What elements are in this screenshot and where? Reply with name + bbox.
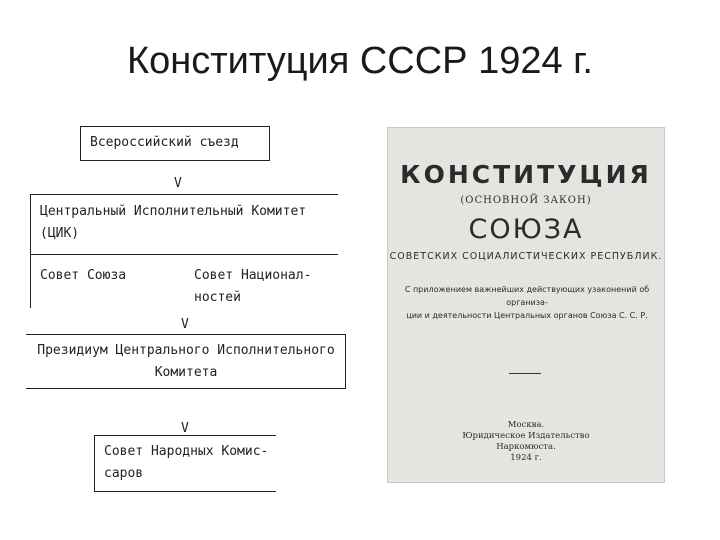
arrow-down-3: V <box>181 421 189 436</box>
cover-appendix-line2: ции и деятельности Центральных органов Союза С. С. Р. <box>406 311 648 320</box>
soviet-nationalities-line1: Совет Национал- <box>194 268 312 283</box>
cover-appendix-line1: С приложением важнейших действующих узаконений об организа- <box>404 285 650 307</box>
slide-title: Конституция СССР 1924 г. <box>127 40 593 82</box>
soviet-nationalities-label <box>194 265 334 309</box>
congress-label: Всероссийский съезд <box>90 135 239 150</box>
tsik-divider-line <box>30 254 338 255</box>
soviet-union-label: Совет Союза <box>40 268 127 283</box>
tsik-left-line <box>30 194 31 254</box>
tsik-label <box>40 201 335 245</box>
cover-imprint <box>388 420 664 464</box>
cover-subtitle: (ОСНОВНОЙ ЗАКОН) <box>460 195 592 206</box>
soviets-left-line <box>30 254 31 308</box>
cover-city: Москва. <box>507 420 545 430</box>
presidium-label <box>26 340 346 384</box>
constitution-cover-image <box>387 127 665 483</box>
presidium-line2: Комитета <box>154 365 218 380</box>
tsik-top-line <box>30 194 338 195</box>
cover-publisher-line2: Наркомюста. <box>496 442 556 452</box>
tsik-label-line1: Центральный Исполнительный Комитет <box>40 204 307 219</box>
soviet-nationalities-line2: ностей <box>194 290 241 305</box>
cover-republics: СОВЕТСКИХ СОЦИАЛИСТИЧЕСКИХ РЕСПУБЛИК. <box>389 251 663 262</box>
arrow-down-1: V <box>174 176 182 191</box>
cover-publisher-line1: Юридическое Издательство <box>462 431 590 441</box>
snk-label <box>104 441 274 485</box>
presidium-line1: Президиум Центрального Исполнительного <box>37 343 335 358</box>
cover-rule <box>509 373 541 374</box>
cover-appendix <box>398 283 656 322</box>
arrow-down-2: V <box>181 317 189 332</box>
snk-line2: саров <box>104 466 144 481</box>
cover-title: КОНСТИТУЦИЯ <box>400 160 652 189</box>
cover-union: СОЮЗА <box>468 214 584 245</box>
cover-year: 1924 г. <box>510 453 542 463</box>
tsik-label-line2: (ЦИК) <box>40 226 80 241</box>
snk-line1: Совет Народных Комис- <box>104 444 269 459</box>
